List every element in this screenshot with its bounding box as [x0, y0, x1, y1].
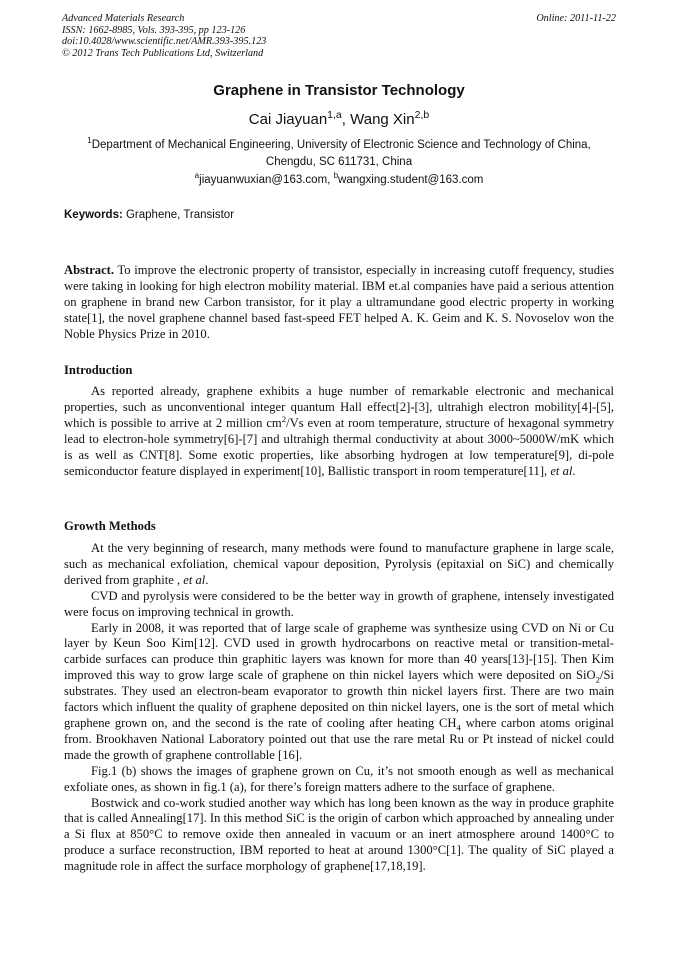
abstract-text: To improve the electronic property of transistor, especially in increasing cutoff frequency, studies were taking in looking for high electron mobility material. IBM et.al companies have paid a serious attention on graphene in brand new Carbon transistor, for it play a ultramundane good electric property in working state[1], the novel graphene channel based fast-speed FET helped A. K. Geim and K. S. Novoselov won the Noble Physics Prize in 2010.	[64, 263, 614, 341]
growth-methods-heading: Growth Methods	[64, 519, 156, 533]
affiliation-sup: 1	[87, 136, 92, 146]
growth-p3-text-a: Early in 2008, it was reported that of large scale of grapheme was synthesize using CVD on Ni or Cu layer by Keun Soo Kim[12]. CVD used in growth hydrocarbons on reactive metal or transition-metal-carbide surfaces can produce thin graphitic layers was known for more than 40 years[13]-[15]. Then Kim improved this way to grow large scale of graphene on thin nickel layers which were deposited on SiO	[64, 620, 614, 683]
email-separator: ,	[327, 174, 334, 186]
author-1: Cai Jiayuan	[248, 111, 328, 128]
journal-name: Advanced Materials Research	[62, 13, 185, 24]
issn-line: ISSN: 1662-8985, Vols. 393-395, pp 123-126	[62, 24, 246, 36]
keywords	[64, 209, 234, 221]
intro-etal: et al	[550, 463, 573, 478]
growth-p3-text-c: where carbon atoms original from. Brookhaven National Laboratory pointed out that use the rare metal Ru or Pt instead of nickel could made the growth of graphene controllable [16].	[64, 715, 614, 762]
intro-text-a: As reported already, graphene exhibits a huge number of remarkable electronic and mechanical properties, such as unconventional integer quantum Hall effect[2]-[3], ultrahigh electron mobility[4]-[5], which is possible to arrive at 2 million cm	[64, 384, 614, 430]
growth-p3-text-b: /Si substrates. They used an electron-beam evaporator to growth thin nickel layers first. There are two main factors which influent the quality of graphene deposited on thin nickel layers, one is the sort of metal which graphene grown on, and the second is the rate of cooling after heating CH	[64, 668, 614, 730]
growth-p1-text: At the very beginning of research, many methods were found to manufacture graphene in large scale, such as mechanical exfoliation, chemical vapour deposition, Pyrolysis (epitaxial on SiC) and chemically derived from graphite ,	[64, 541, 614, 587]
affiliation	[64, 137, 614, 170]
author-1-sup: 1,a	[327, 109, 342, 121]
keywords-label: Keywords:	[64, 209, 123, 221]
author-2-sup: 2,b	[414, 109, 430, 121]
intro-sup: 2	[281, 413, 287, 424]
copyright-line: © 2012 Trans Tech Publications Ltd, Switzerland	[62, 47, 264, 59]
author-separator: ,	[341, 111, 351, 128]
growth-p3-sub-1: 2	[595, 674, 600, 685]
journal-header	[62, 13, 616, 59]
growth-paragraph-2: CVD and pyrolysis were considered to be the better way in growth of graphene, intensely investigated were focus on improving technical in growth.	[64, 588, 614, 619]
paper-title: Graphene in Transistor Technology	[213, 82, 465, 99]
growth-methods-body	[64, 541, 614, 875]
online-date: Online: 2011-11-22	[536, 13, 616, 24]
growth-paragraph-3	[64, 621, 614, 764]
email-a-sup: a	[194, 171, 200, 181]
abstract-label: Abstract.	[64, 263, 115, 277]
growth-p3-sub-2: 4	[456, 722, 461, 733]
introduction-body	[64, 384, 614, 479]
growth-paragraph-5: Bostwick and co-work studied another way which has long been known as the way in produce graphite that is called Annealing[17]. In this method SiC is the origin of carbon which approached by annealing under a Si flux at 850°C to remove oxide then annealed in vacuum or an inert atmosphere around 1400°C to produce a surface reconstruction, IBM reported to heat at around 1300°C[1]. The quality of SiC played a magnitude role in affect the surface morphology of graphene[17,18,19].	[64, 795, 614, 874]
growth-paragraph-1	[64, 541, 614, 589]
doi-line[interactable]: doi:10.4028/www.scientific.net/AMR.393-395.123	[62, 36, 267, 47]
email-b-sup: b	[333, 171, 339, 181]
abstract	[64, 263, 614, 343]
intro-end: .	[572, 463, 576, 478]
affiliation-text: Department of Mechanical Engineering, University of Electronic Science and Technology of China, Chengdu, SC 611731, China	[91, 139, 591, 168]
growth-p1-end: .	[205, 572, 209, 587]
introduction-paragraph	[64, 384, 614, 479]
introduction-heading: Introduction	[64, 363, 133, 377]
growth-paragraph-4: Fig.1 (b) shows the images of graphene grown on Cu, it’s not smooth enough as well as mechanical exfoliate ones, as shown in fig.1 (a), for there’s foreign matters adhere to the surface of graphene.	[64, 763, 614, 794]
author-2: Wang Xin	[350, 111, 415, 128]
email-line	[0, 171, 678, 186]
author-line	[0, 111, 678, 128]
keywords-text: Graphene, Transistor	[122, 209, 235, 221]
intro-text-b: /Vs even at room temperature, structure of hexagonal symmetry lead to electron-hole symmetry[6]-[7] and ultrahigh thermal conductivity at about 3000~5000W/mK which is as well as CNT[8]. Some exotic properties, like absorbing hydrogen at low temperature[9], di-pole semiconductor feature displayed in experiment[10], Ballistic transport in room temperature[11],	[64, 415, 614, 478]
growth-p1-etal: et al	[183, 572, 206, 587]
email-b[interactable]: wangxing.student@163.com	[338, 174, 484, 186]
email-a[interactable]: jiayuanwuxian@163.com	[199, 174, 328, 186]
